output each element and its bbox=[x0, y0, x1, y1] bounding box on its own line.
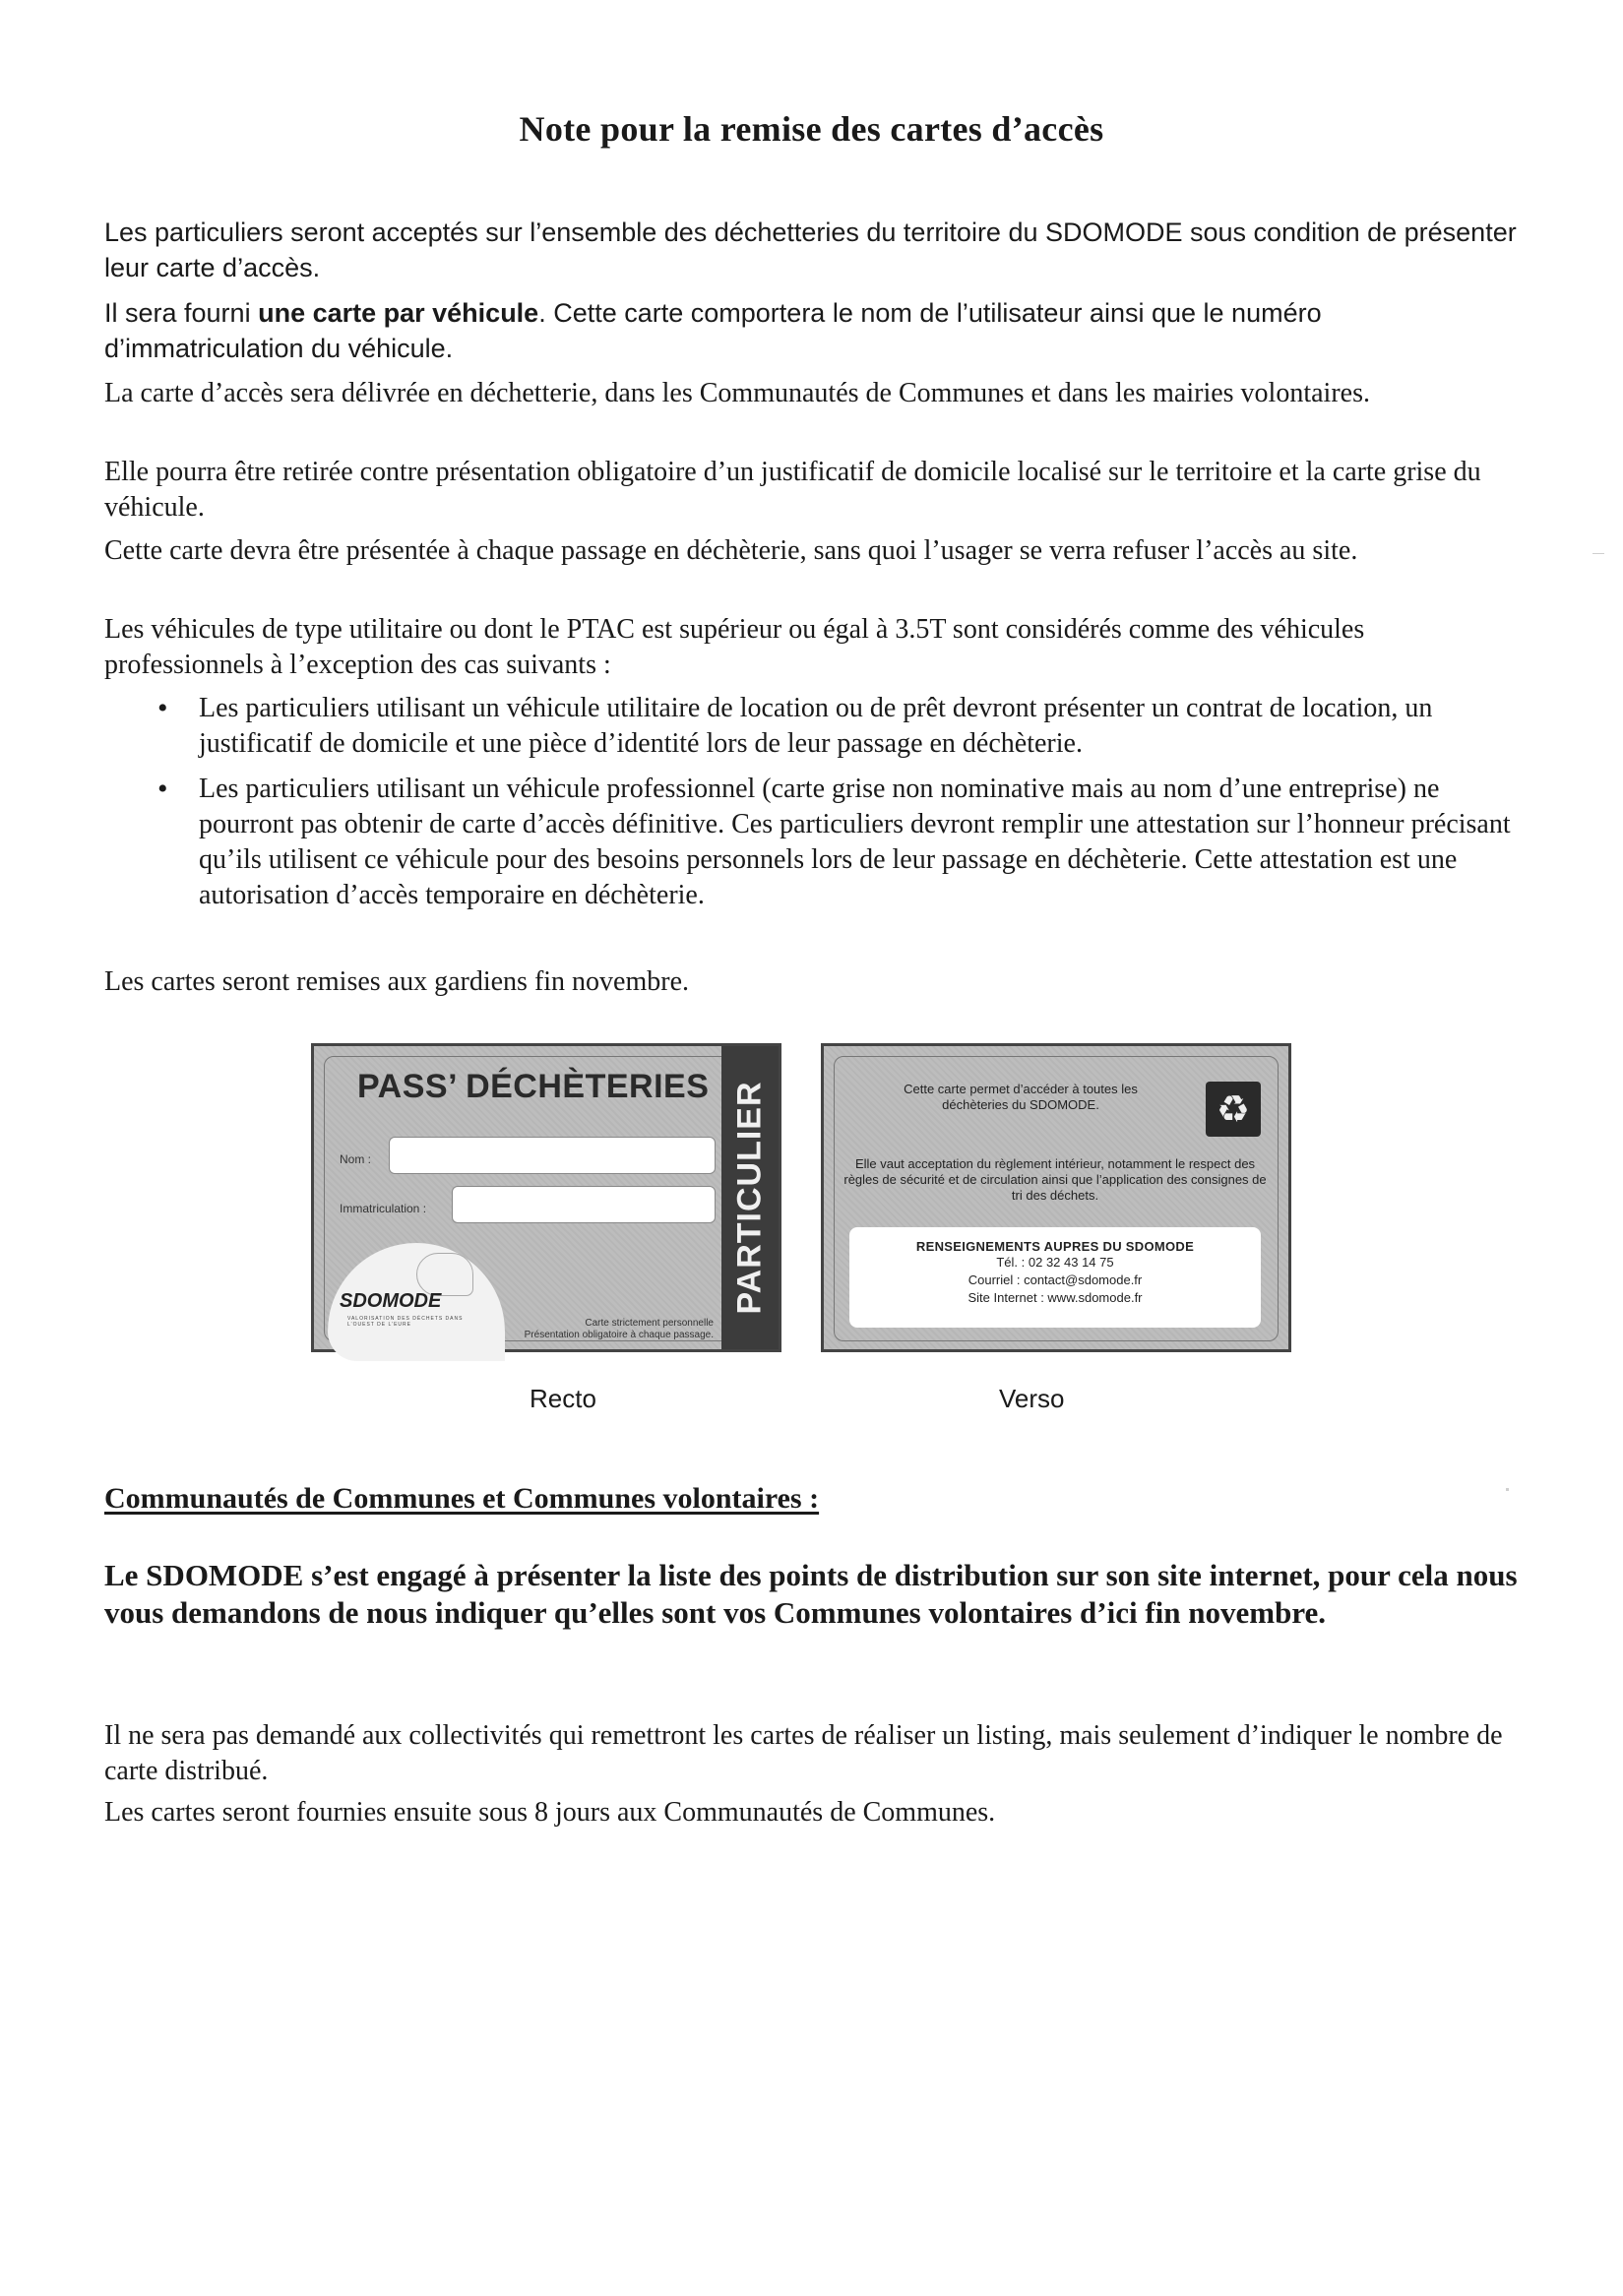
paragraph-acceptance: Les particuliers seront acceptés sur l’ensemble des déchetteries du territoire du SDOMODE sous condition de présenter leur carte d’accès. bbox=[104, 217, 1517, 282]
section-heading: Communautés de Communes et Communes volontaires : bbox=[104, 1482, 820, 1515]
scan-mark bbox=[1506, 1488, 1509, 1491]
sdomode-logo: SDOMODE bbox=[340, 1290, 442, 1312]
particulier-label: PARTICULIER bbox=[730, 1081, 769, 1315]
logo-subtitle: VALORISATION DES DÉCHETS DANS L’OUEST DE L’EURE bbox=[347, 1316, 464, 1328]
caption-verso: Verso bbox=[999, 1384, 1065, 1413]
nom-field bbox=[389, 1137, 716, 1174]
access-cards bbox=[311, 1043, 1295, 1358]
immat-field bbox=[452, 1186, 716, 1223]
caption-recto: Recto bbox=[530, 1384, 596, 1413]
paragraph-delivery: La carte d’accès sera délivrée en déchetterie, dans les Communautés de Communes et dans les mairies volontaires. bbox=[104, 378, 1370, 408]
paragraph-text: . Cette carte comportera le nom de l’utilisateur ainsi que le numéro d’immatriculation du véhicule. bbox=[104, 298, 1322, 363]
card-note-line: Carte strictement personnelle bbox=[585, 1318, 714, 1329]
paragraph-utility-vehicles: Les véhicules de type utilitaire ou dont le PTAC est supérieur ou égal à 3.5T sont considérés comme des véhicules professionnels à l’exception des cas suivants : bbox=[104, 614, 1365, 680]
card-verso-image bbox=[821, 1043, 1291, 1352]
immat-label: Immatriculation : bbox=[340, 1202, 427, 1215]
exceptions-list bbox=[104, 691, 1522, 923]
paragraph-one-card-per-vehicle bbox=[104, 295, 1522, 366]
list-item bbox=[104, 691, 1522, 762]
card-note bbox=[525, 1318, 714, 1341]
paragraph-delivery-delay: Les cartes seront fournies ensuite sous 8 jours aux Communautés de Communes. bbox=[104, 1797, 996, 1828]
particulier-band bbox=[721, 1046, 779, 1349]
contact-website: Site Internet : www.sdomode.fr bbox=[968, 1290, 1143, 1305]
emphasis-one-card: une carte par véhicule bbox=[258, 298, 539, 328]
paragraph-distribution-points: Le SDOMODE s’est engagé à présenter la liste des points de distribution sur son site internet, pour cela nous vous demandons de nous indiquer qu’elles sont vos Communes volontaires d’ici fin novembre. bbox=[104, 1558, 1518, 1630]
waste-disposal-icon: ♻ bbox=[1206, 1082, 1261, 1137]
paragraph-presentation: Cette carte devra être présentée à chaque passage en déchèterie, sans quoi l’usager se verra refuser l’accès au site. bbox=[104, 535, 1358, 566]
verso-access-text: Cette carte permet d’accéder à toutes les déchèteries du SDOMODE. bbox=[904, 1082, 1138, 1112]
bullet-icon: • bbox=[157, 692, 168, 724]
nom-label: Nom : bbox=[340, 1152, 372, 1166]
scan-mark bbox=[1592, 553, 1604, 554]
bullet-icon: • bbox=[157, 773, 168, 805]
list-item bbox=[104, 772, 1522, 913]
card-title: PASS’ DÉCHÈTERIES bbox=[357, 1068, 710, 1105]
contact-phone: Tél. : 02 32 43 14 75 bbox=[996, 1255, 1114, 1270]
paragraph-withdrawal: Elle pourra être retirée contre présentation obligatoire d’un justificatif de domicile localisé sur le territoire et la carte grise du véhicule. bbox=[104, 457, 1481, 523]
paragraph-text: Il sera fourni bbox=[104, 298, 259, 328]
list-item-text: Les particuliers utilisant un véhicule utilitaire de location ou de prêt devront présenter un contrat de location, un justificatif de domicile et une pièce d’identité lors de leur passage en déchèterie. bbox=[199, 693, 1433, 759]
card-recto-image bbox=[311, 1043, 781, 1352]
card-note-line: Présentation obligatoire à chaque passage. bbox=[524, 1330, 714, 1340]
list-item-text: Les particuliers utilisant un véhicule professionnel (carte grise non nominative mais au nom d’une entreprise) ne pourront pas obtenir de carte d’accès définitive. Ces particuliers devront remplir une attestation sur l’honneur précisant qu’ils utilisent ce véhicule pour des besoins personnels lors de leur passage en déchèterie. Cette attestation est une autorisation d’accès temporaire en déchèterie. bbox=[199, 774, 1511, 910]
verso-rules-text: Elle vaut acceptation du règlement intérieur, notamment le respect des règles de sécurité et de circulation ainsi que l’application des consignes de tri des déchets. bbox=[843, 1156, 1267, 1203]
paragraph-no-listing: Il ne sera pas demandé aux collectivités qui remettront les cartes de réaliser un listing, mais seulement d’indiquer le nombre de carte distribué. bbox=[104, 1720, 1503, 1786]
page-title: Note pour la remise des cartes d’accès bbox=[519, 109, 1104, 149]
paragraph-card-handover: Les cartes seront remises aux gardiens fin novembre. bbox=[104, 966, 690, 997]
contact-box bbox=[849, 1227, 1261, 1328]
contact-email: Courriel : contact@sdomode.fr bbox=[968, 1272, 1143, 1287]
contact-heading: RENSEIGNEMENTS AUPRES DU SDOMODE bbox=[915, 1239, 1195, 1254]
